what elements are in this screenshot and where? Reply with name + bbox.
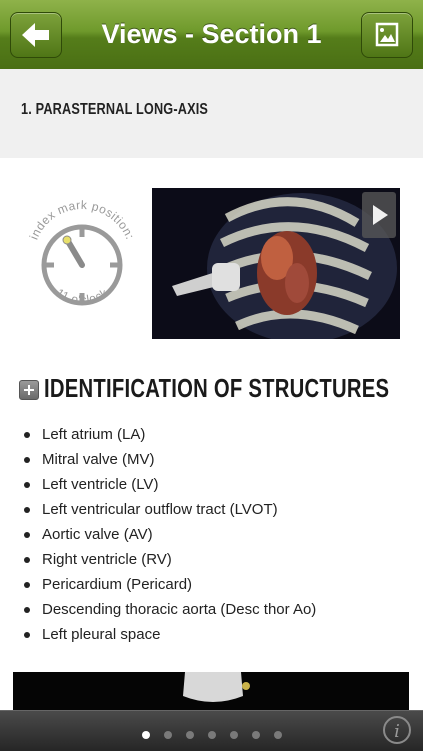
back-button[interactable] (10, 12, 62, 58)
list-item: Right ventricle (RV) (22, 547, 316, 572)
probe-image (13, 672, 409, 712)
plus-icon[interactable] (19, 380, 39, 400)
image-icon (362, 13, 412, 57)
play-icon (362, 192, 396, 238)
list-item: Left pleural space (22, 622, 316, 647)
page-dot[interactable] (164, 731, 172, 739)
nav-bar (0, 0, 423, 70)
list-item: Aortic valve (AV) (22, 522, 316, 547)
left-arrow-icon (11, 13, 61, 57)
identification-title: IDENTIFICATION OF STRUCTURES (44, 373, 390, 403)
image-button[interactable] (361, 12, 413, 58)
play-button[interactable] (362, 192, 396, 238)
page-dot[interactable] (252, 731, 260, 739)
list-item: Left ventricle (LV) (22, 472, 316, 497)
nav-title: Views - Section 1 (101, 19, 322, 49)
index-mark-caption: index mark position: (26, 197, 138, 242)
structure-list (22, 422, 316, 647)
list-item: Descending thoracic aorta (Desc thor Ao) (22, 597, 316, 622)
svg-text:11 o'clock (54, 285, 111, 307)
list-item: Pericardium (Pericard) (22, 572, 316, 597)
bottom-toolbar (0, 710, 423, 751)
page-dot[interactable] (230, 731, 238, 739)
video-thumbnail[interactable] (152, 188, 400, 339)
list-item: Left ventricular outflow tract (LVOT) (22, 497, 316, 522)
page-dot[interactable] (208, 731, 216, 739)
index-mark-position: 11 o'clock (53, 285, 111, 307)
page-dot[interactable] (186, 731, 194, 739)
list-item: Left atrium (LA) (22, 422, 316, 447)
page-dot[interactable] (142, 731, 150, 739)
section-title: 1. PARASTERNAL LONG-AXIS (21, 101, 209, 118)
section-header (0, 69, 423, 158)
index-mark-dial (22, 182, 142, 332)
list-item: Mitral valve (MV) (22, 447, 316, 472)
info-button[interactable]: i (383, 716, 411, 744)
page-dot[interactable] (274, 731, 282, 739)
page-indicator[interactable] (0, 726, 423, 736)
